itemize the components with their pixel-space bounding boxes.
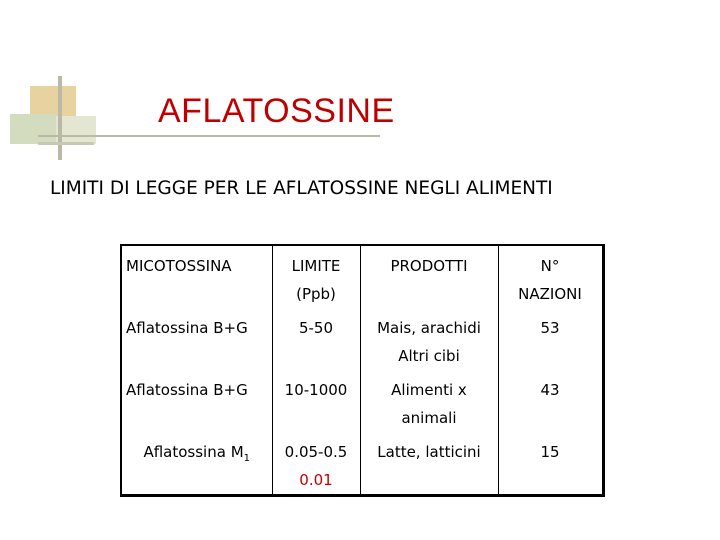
cell-prodotti-line2: animali: [401, 409, 457, 427]
cell-limite: 10-1000: [272, 370, 360, 432]
cell-limite-line1: 0.05-0.5: [284, 443, 348, 461]
table-row: [121, 308, 603, 370]
cell-prodotti: [360, 370, 498, 432]
cell-nazioni: 15: [540, 443, 560, 461]
cell-micotossina-subscript: 1: [243, 453, 251, 464]
cell-micotossina: Aflatossina B+G: [121, 308, 272, 370]
cell-prodotti: Latte, latticini: [360, 432, 498, 496]
cell-micotossina-text: Aflatossina M: [143, 443, 244, 461]
table-row: [121, 432, 603, 496]
header-limite-line1: LIMITE: [291, 257, 341, 275]
header-nazioni-line2: NAZIONI: [518, 285, 582, 303]
cell-micotossina: Aflatossina B+G: [121, 370, 272, 432]
cell-prodotti: [360, 308, 498, 370]
header-limite-line2: (Ppb): [296, 285, 336, 303]
limits-table: [120, 244, 605, 497]
cell-prodotti-line2: Altri cibi: [398, 347, 460, 365]
decor-square-green: [10, 114, 56, 144]
cell-micotossina: [121, 432, 272, 496]
header-prodotti: PRODOTTI: [360, 245, 498, 308]
cell-nazioni: 53: [540, 319, 560, 337]
header-nazioni-line1: N°: [540, 257, 560, 275]
decor-square-tan: [30, 86, 76, 116]
cell-limite: [272, 432, 360, 496]
cell-nazioni: 43: [540, 381, 560, 399]
decor-horizontal-line-short: [38, 142, 94, 145]
decor-square-light: [56, 116, 96, 144]
cell-prodotti-line1: Alimenti x: [391, 381, 467, 399]
header-nazioni: [498, 245, 603, 308]
decor-horizontal-line: [38, 135, 380, 137]
cell-limite: 5-50: [272, 308, 360, 370]
slide-title: AFLATOSSINE: [158, 92, 395, 130]
slide-subtitle: LIMITI DI LEGGE PER LE AFLATOSSINE NEGLI ALIMENTI: [50, 178, 553, 199]
header-micotossina: MICOTOSSINA: [121, 245, 272, 308]
table-header-row: [121, 245, 603, 308]
decor-vertical-line: [58, 76, 62, 160]
cell-limite-line2: 0.01: [299, 471, 333, 489]
cell-prodotti-line1: Mais, arachidi: [377, 319, 481, 337]
table-row: [121, 370, 603, 432]
header-limite: [272, 245, 360, 308]
